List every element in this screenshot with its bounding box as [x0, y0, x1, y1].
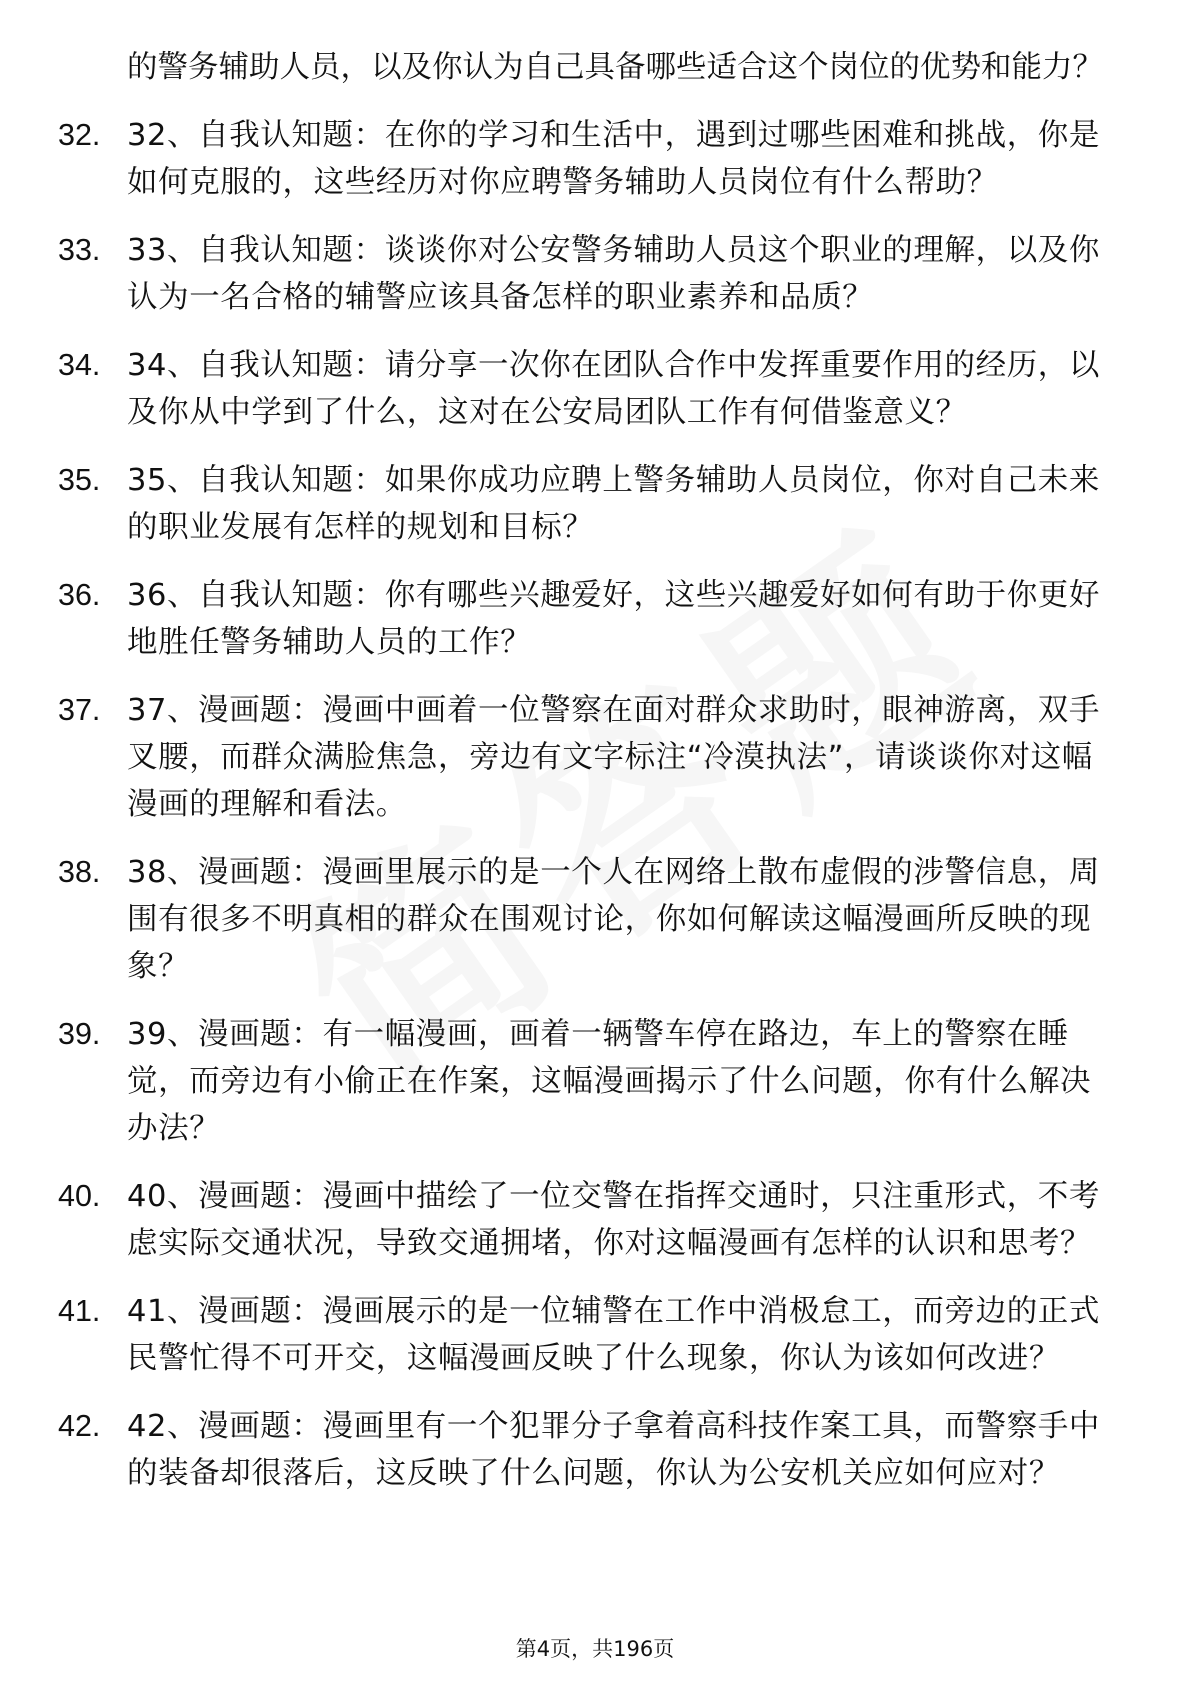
- question-number: 35.: [58, 463, 101, 497]
- continuation-text: 的警务辅助人员，以及你认为自己具备哪些适合这个岗位的优势和能力？: [127, 50, 1103, 85]
- question-number: 36.: [58, 578, 101, 612]
- question-number: 42.: [58, 1409, 101, 1443]
- question-item: [58, 1011, 1118, 1152]
- question-list: [58, 44, 1118, 1518]
- question-item: [58, 849, 1118, 990]
- page-footer: 第4页，共196页: [515, 1637, 675, 1661]
- question-item: [58, 1403, 1118, 1497]
- question-number: 40.: [58, 1179, 101, 1213]
- question-text: 32、自我认知题：在你的学习和生活中，遇到过哪些困难和挑战，你是如何克服的，这些经历对你应聘警务辅助人员岗位有什么帮助？: [127, 118, 1101, 200]
- question-text: 38、漫画题：漫画里展示的是一个人在网络上散布虚假的涉警信息，周围有很多不明真相的群众在围观讨论，你如何解读这幅漫画所反映的现象？: [127, 855, 1101, 984]
- question-text: 42、漫画题：漫画里有一个犯罪分子拿着高科技作案工具，而警察手中的装备却很落后，这反映了什么问题，你认为公安机关应如何应对？: [127, 1409, 1101, 1491]
- question-number: 41.: [58, 1294, 101, 1328]
- question-number: 32.: [58, 118, 101, 152]
- question-item: [58, 112, 1118, 206]
- question-item: [58, 342, 1118, 436]
- question-item: [58, 227, 1118, 321]
- question-number: 37.: [58, 693, 101, 727]
- question-text: 36、自我认知题：你有哪些兴趣爱好，这些兴趣爱好如何有助于你更好地胜任警务辅助人员的工作？: [127, 578, 1101, 660]
- question-item: [58, 457, 1118, 551]
- question-text: 34、自我认知题：请分享一次你在团队合作中发挥重要作用的经历，以及你从中学到了什么，这对在公安局团队工作有何借鉴意义？: [127, 348, 1101, 430]
- question-text: 40、漫画题：漫画中描绘了一位交警在指挥交通时，只注重形式，不考虑实际交通状况，导致交通拥堵，你对这幅漫画有怎样的认识和思考？: [127, 1179, 1101, 1261]
- question-text: 41、漫画题：漫画展示的是一位辅警在工作中消极怠工，而旁边的正式民警忙得不可开交，这幅漫画反映了什么现象，你认为该如何改进？: [127, 1294, 1101, 1376]
- question-item: [58, 1288, 1118, 1382]
- question-number: 39.: [58, 1017, 101, 1051]
- question-text: 33、自我认知题：谈谈你对公安警务辅助人员这个职业的理解，以及你认为一名合格的辅警应该具备怎样的职业素养和品质？: [127, 233, 1101, 315]
- question-item: [58, 687, 1118, 828]
- question-number: 33.: [58, 233, 101, 267]
- question-text: 35、自我认知题：如果你成功应聘上警务辅助人员岗位，你对自己未来的职业发展有怎样的规划和目标？: [127, 463, 1101, 545]
- question-number: 38.: [58, 855, 101, 889]
- question-text: 37、漫画题：漫画中画着一位警察在面对群众求助时，眼神游离，双手叉腰，而群众满脸焦急，旁边有文字标注“冷漠执法”，请谈谈你对这幅漫画的理解和看法。: [127, 693, 1101, 822]
- question-number: 34.: [58, 348, 101, 382]
- question-item: [58, 572, 1118, 666]
- question-item: [58, 1173, 1118, 1267]
- question-text: 39、漫画题：有一幅漫画，画着一辆警车停在路边，车上的警察在睡觉，而旁边有小偷正在作案，这幅漫画揭示了什么问题，你有什么解决办法？: [127, 1017, 1092, 1146]
